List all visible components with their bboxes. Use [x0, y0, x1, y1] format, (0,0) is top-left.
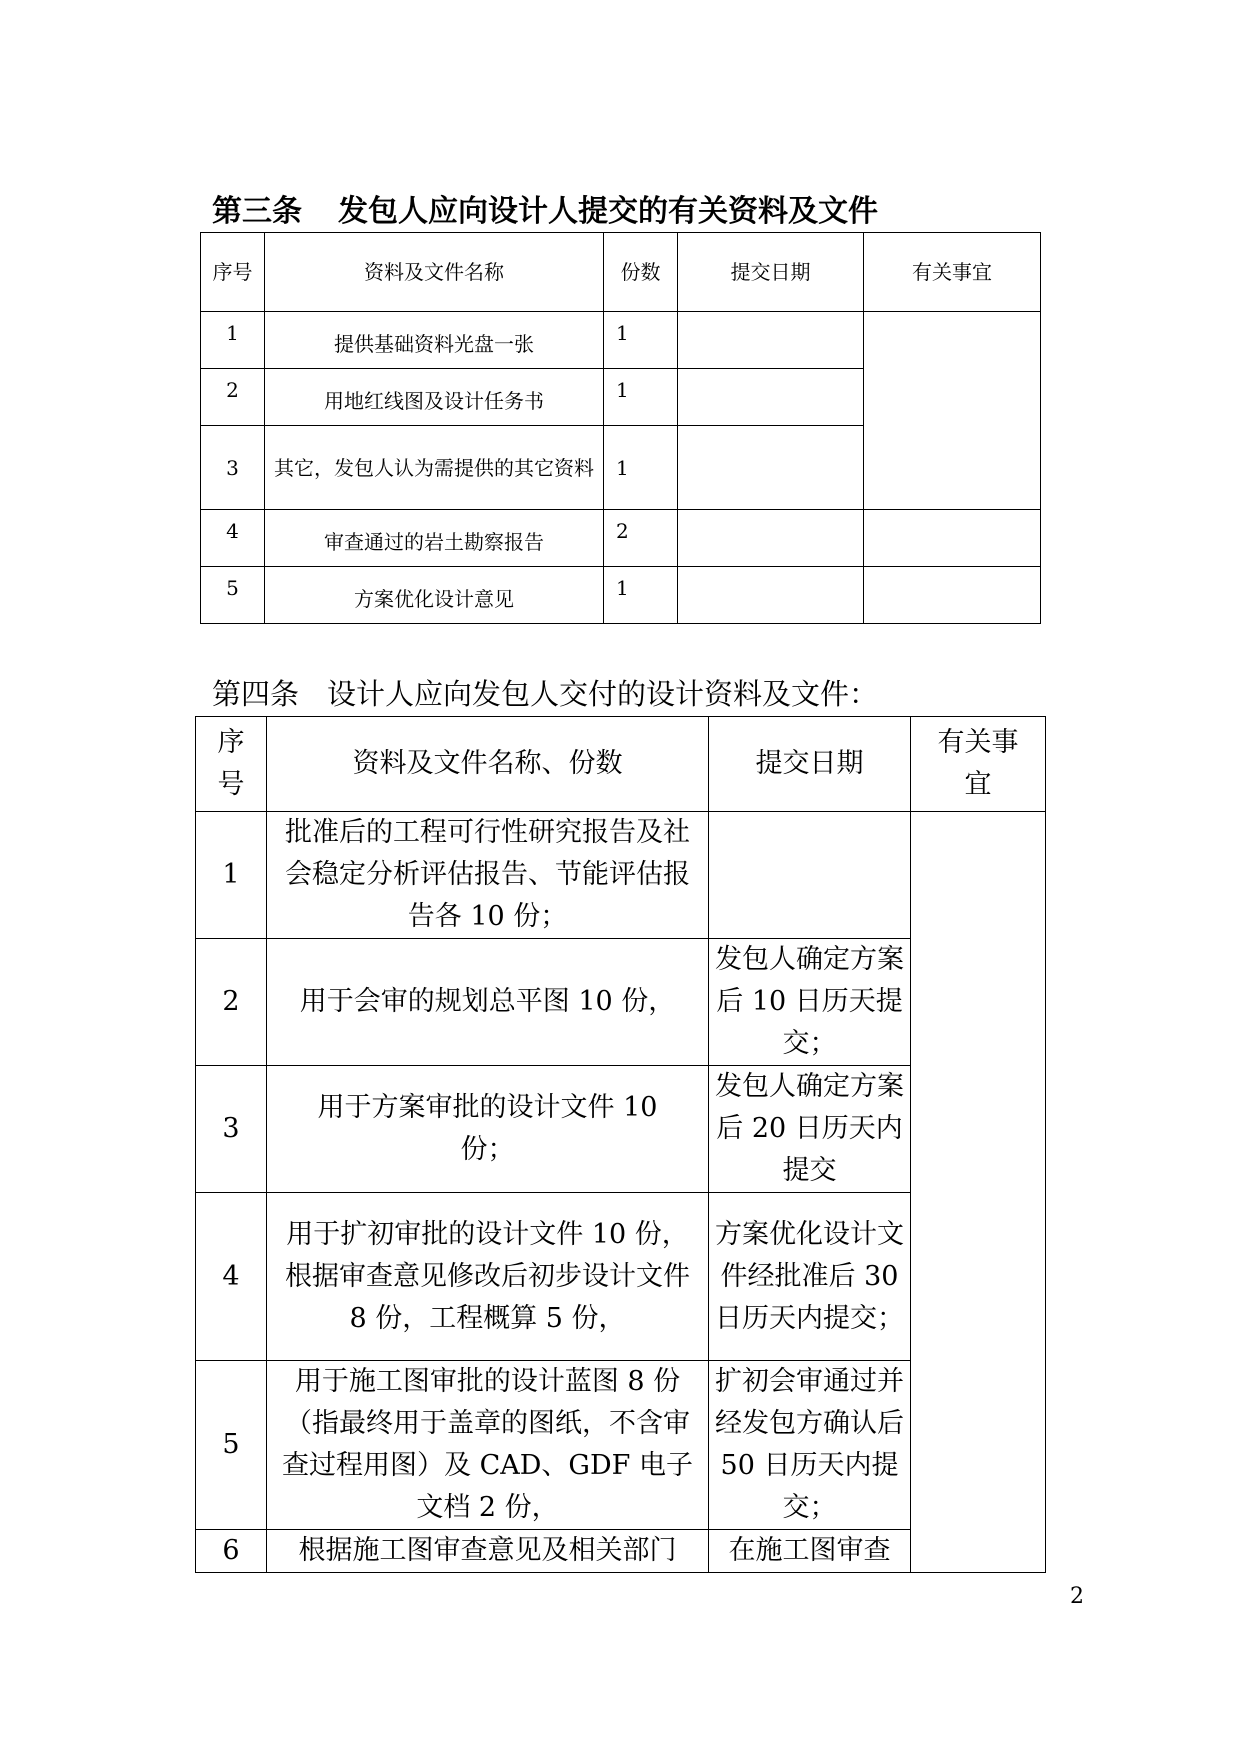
- section-3-title: [212, 186, 878, 230]
- section-3-number: 第三条: [212, 194, 302, 229]
- row-date: 方案优化设计文件经批准后 30 日历天内提交；: [709, 1193, 911, 1361]
- row-name: 用于会审的规划总平图 10 份，: [267, 939, 709, 1066]
- row-copies: 1: [604, 567, 678, 624]
- header-date: 提交日期: [709, 717, 911, 812]
- row-name: 根据施工图审查意见及相关部门: [267, 1530, 709, 1573]
- row-copies: 2: [604, 510, 678, 567]
- row-date: [709, 812, 911, 939]
- table-row: [196, 812, 1046, 939]
- header-date: 提交日期: [678, 233, 864, 312]
- row-name: 用于方案审批的设计文件 10 份；: [267, 1066, 709, 1193]
- row-seq: 3: [196, 1066, 267, 1193]
- section-4-heading: 设计人应向发包人交付的设计资料及文件：: [327, 677, 879, 711]
- row-name: 用于扩初审批的设计文件 10 份，根据审查意见修改后初步设计文件 8 份，工程概算 5 份，: [267, 1193, 709, 1361]
- header-copies: 份数: [604, 233, 678, 312]
- row-date: [678, 369, 864, 426]
- row-date: [678, 567, 864, 624]
- row-seq: 1: [196, 812, 267, 939]
- row-date: 在施工图审查: [709, 1530, 911, 1573]
- row-name: 审查通过的岩土勘察报告: [265, 510, 604, 567]
- table-row: [201, 312, 1041, 369]
- row-date: 发包人确定方案后 10 日历天提交；: [709, 939, 911, 1066]
- row-seq: 2: [201, 369, 265, 426]
- header-seq: 序号: [201, 233, 265, 312]
- table-row: [201, 510, 1041, 567]
- row-seq: 2: [196, 939, 267, 1066]
- row-date: [678, 510, 864, 567]
- section-4-title: [212, 672, 878, 713]
- row-seq: 3: [201, 426, 265, 510]
- submission-materials-table: [200, 232, 1041, 624]
- header-seq: 序号: [196, 717, 267, 812]
- section-4-number: 第四条: [212, 677, 300, 711]
- row-seq: 5: [196, 1361, 267, 1530]
- row-name: 方案优化设计意见: [265, 567, 604, 624]
- row-seq: 4: [201, 510, 265, 567]
- section-3-heading: 发包人应向设计人提交的有关资料及文件: [338, 194, 878, 229]
- header-name: 资料及文件名称: [265, 233, 604, 312]
- row-date: [678, 426, 864, 510]
- deliverables-table: [195, 716, 1046, 1573]
- row-name: 用于施工图审批的设计蓝图 8 份（指最终用于盖章的图纸，不含审查过程用图）及 CAD、GDF 电子文档 2 份，: [267, 1361, 709, 1530]
- row-seq: 5: [201, 567, 265, 624]
- header-notes: 有关事宜: [911, 717, 1046, 812]
- row-copies: 1: [604, 369, 678, 426]
- row-date: [678, 312, 864, 369]
- row-date: 发包人确定方案后 20 日历天内提交: [709, 1066, 911, 1193]
- row-copies: 1: [604, 312, 678, 369]
- row-seq: 4: [196, 1193, 267, 1361]
- header-name: 资料及文件名称、份数: [267, 717, 709, 812]
- row-seq: 6: [196, 1530, 267, 1573]
- row-name: 其它，发包人认为需提供的其它资料: [265, 426, 604, 510]
- table-row: [201, 567, 1041, 624]
- row-name: 用地红线图及设计任务书: [265, 369, 604, 426]
- row-name: 批准后的工程可行性研究报告及社会稳定分析评估报告、节能评估报告各 10 份；: [267, 812, 709, 939]
- row-copies: 1: [604, 426, 678, 510]
- row-date: 扩初会审通过并经发包方确认后 50 日历天内提交；: [709, 1361, 911, 1530]
- page-number: 2: [1070, 1584, 1084, 1609]
- row-notes-merged: [911, 812, 1046, 1573]
- row-name: 提供基础资料光盘一张: [265, 312, 604, 369]
- row-notes-merged: [864, 312, 1041, 510]
- table-header-row: [201, 233, 1041, 312]
- row-notes: [864, 567, 1041, 624]
- header-notes: 有关事宜: [864, 233, 1041, 312]
- table-header-row: [196, 717, 1046, 812]
- row-notes: [864, 510, 1041, 567]
- row-seq: 1: [201, 312, 265, 369]
